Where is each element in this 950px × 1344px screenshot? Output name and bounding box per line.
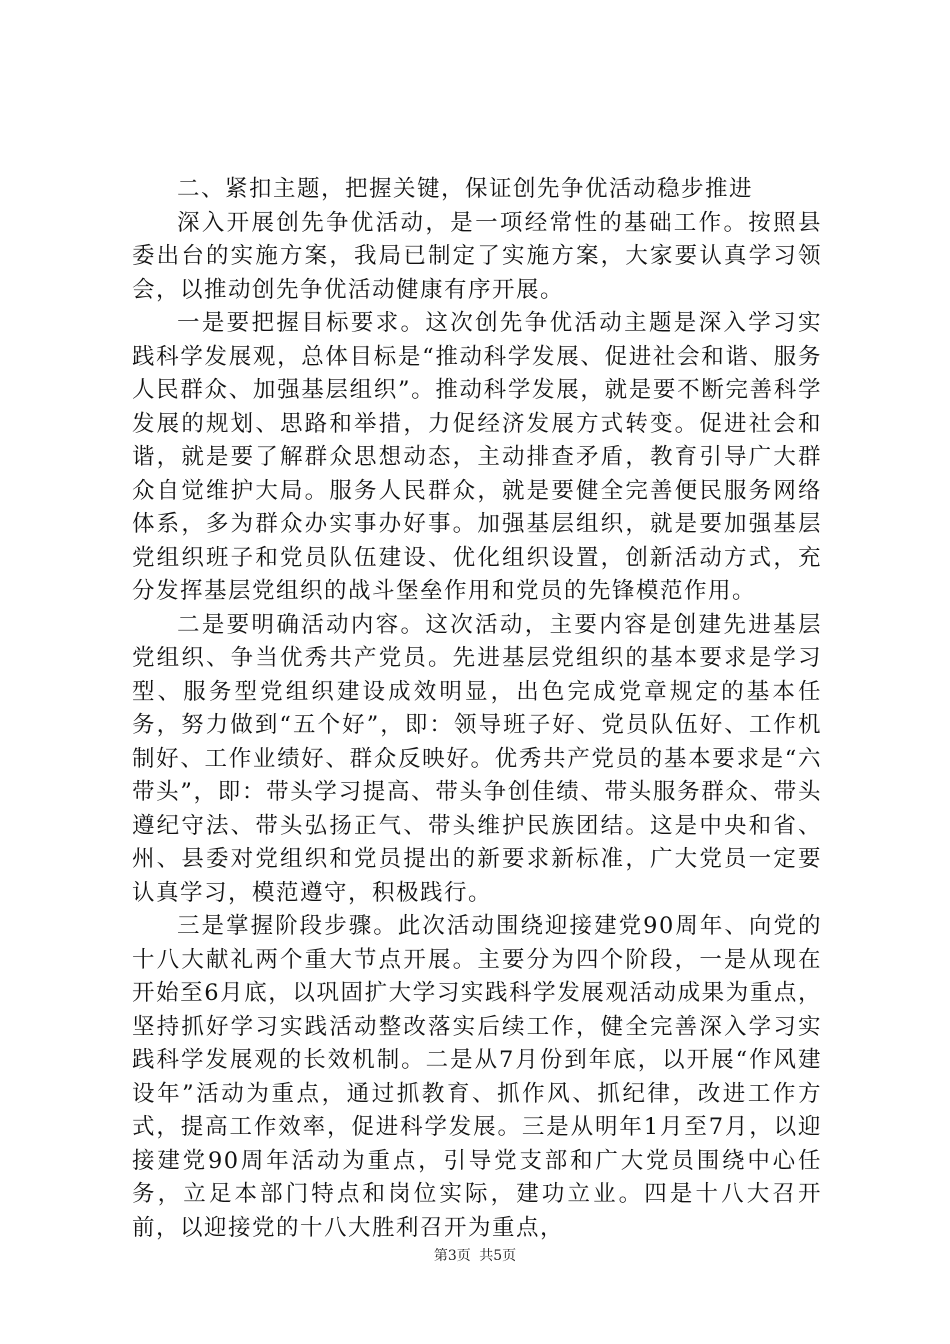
page-total: 共5页 <box>479 1248 517 1264</box>
document-body <box>132 173 822 1245</box>
paragraph-intro: 深入开展创先争优活动，是一项经常性的基础工作。按照县委出台的实施方案，我局已制定了实施方案，大家要认真学习领会，以推动创先争优活动健康有序开展。 <box>132 209 822 303</box>
paragraph-stages: 三是掌握阶段步骤。此次活动围绕迎接建党90周年、向党的十八大献礼两个重大节点开展。主要分为四个阶段，一是从现在开始至6月底，以巩固扩大学习实践科学发展观活动成果为重点，坚持抓好学习实践活动整改落实后续工作，健全完善深入学习实践科学发展观的长效机制。二是从7月份到年底，以开展“作风建设年”活动为重点，通过抓教育、抓作风、抓纪律，改进工作方式，提高工作效率，促进科学发展。三是从明年1月至7月，以迎接建党90周年活动为重点，引导党支部和广大党员围绕中心任务，立足本部门特点和岗位实际，建功立业。四是十八大召开前，以迎接党的十八大胜利召开为重点， <box>132 913 822 1241</box>
page-number: 第3页 <box>433 1248 471 1264</box>
paragraph-goals: 一是要把握目标要求。这次创先争优活动主题是深入学习实践科学发展观，总体目标是“推动科学发展、促进社会和谐、服务人民群众、加强基层组织”。推动科学发展，就是要不断完善科学发展的规划、思路和举措，力促经济发展方式转变。促进社会和谐，就是要了解群众思想动态，主动排查矛盾，教育引导广大群众自觉维护大局。服务人民群众，就是要健全完善便民服务网络体系，多为群众办实事办好事。加强基层组织，就是要加强基层党组织班子和党员队伍建设、优化组织设置，创新活动方式，充分发挥基层党组织的战斗堡垒作用和党员的先锋模范作用。 <box>132 310 822 604</box>
paragraph-content: 二是要明确活动内容。这次活动，主要内容是创建先进基层党组织、争当优秀共产党员。先进基层党组织的基本要求是学习型、服务型党组织建设成效明显，出色完成党章规定的基本任务，努力做到“五个好”，即：领导班子好、党员队伍好、工作机制好、工作业绩好、群众反映好。优秀共产党员的基本要求是“六带头”，即：带头学习提高、带头争创佳绩、带头服务群众、带头遵纪守法、带头弘扬正气、带头维护民族团结。这是中央和省、州、县委对党组织和党员提出的新要求新标准，广大党员一定要认真学习，模范遵守，积极践行。 <box>132 611 822 906</box>
page-footer <box>0 1245 950 1265</box>
section-heading: 二、紧扣主题，把握关键，保证创先争优活动稳步推进 <box>177 176 754 202</box>
